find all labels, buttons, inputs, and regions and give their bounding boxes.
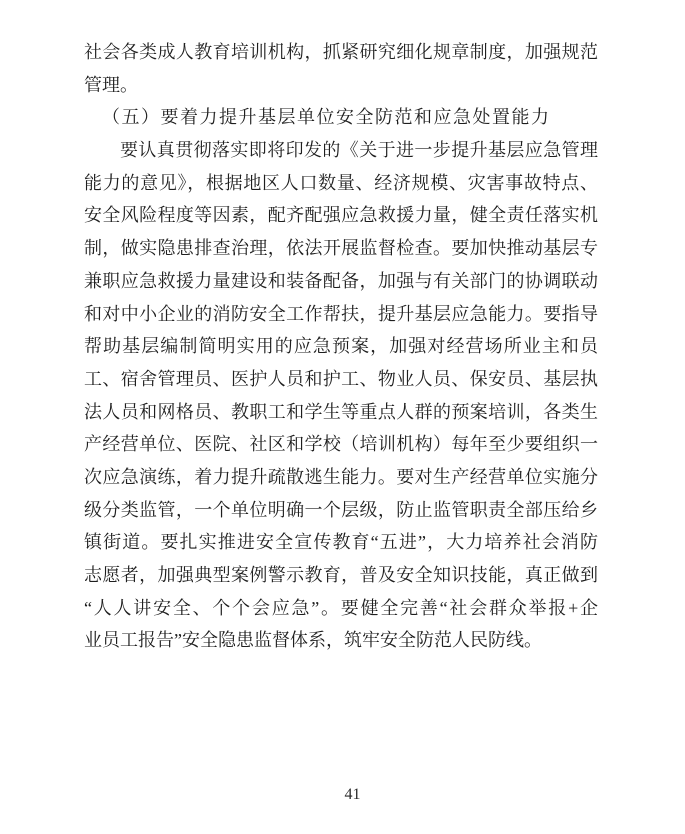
text-line: 社会各类成人教育培训机构，抓紧研究细化规章制度，加强规范 [84, 42, 598, 62]
text-line: 法人员和网格员、教职工和学生等重点人群的预案培训，各类生 [84, 401, 598, 422]
text-line: 帮助基层编制简明实用的应急预案，加强对经营场所业主和员 [84, 336, 598, 357]
text-line: 制，做实隐患排查治理，依法开展监督检查。要加快推动基层专 [84, 238, 598, 259]
text-line: 志愿者，加强典型案例警示教育，普及安全知识技能，真正做到 [84, 565, 598, 585]
text-line: 能力的意见》，根据地区人口数量、经济规模、灾害事故特点、 [84, 172, 598, 193]
text-line: 和对中小企业的消防安全工作帮扶，提升基层应急能力。要指导 [84, 303, 598, 324]
text-line: 产经营单位、医院、社区和学校（培训机构）每年至少要组织一 [84, 434, 598, 455]
section-heading: （五）要着力提升基层单位安全防范和应急处置能力 [102, 107, 551, 128]
text-line: 级分类监管，一个单位明确一个层级，防止监管职责全部压给乡 [84, 499, 598, 520]
text-line: 次应急演练，着力提升疏散逃生能力。要对生产经营单位实施分 [84, 466, 598, 487]
text-line: 工、宿舍管理员、医护人员和护工、物业人员、保安员、基层执 [84, 368, 598, 389]
text-line: 兼职应急救援力量建设和装备配备，加强与有关部门的协调联动 [84, 270, 598, 291]
document-text-block [84, 36, 598, 657]
text-line: 业员工报告”安全隐患监督体系，筑牢安全防范人民防线。 [84, 630, 542, 651]
text-line: 管理。 [84, 74, 138, 95]
page-number: 41 [344, 786, 361, 803]
text-line: 镇街道。要扎实推进安全宣传教育“五进”，大力培养社会消防 [84, 532, 598, 553]
text-line: “人人讲安全、个个会应急”。要健全完善“社会群众举报+企 [84, 597, 598, 618]
text-line: 安全风险程度等因素，配齐配强应急救援力量，健全责任落实机 [84, 205, 598, 226]
text-line: 要认真贯彻落实即将印发的《关于进一步提升基层应急管理 [120, 140, 598, 161]
